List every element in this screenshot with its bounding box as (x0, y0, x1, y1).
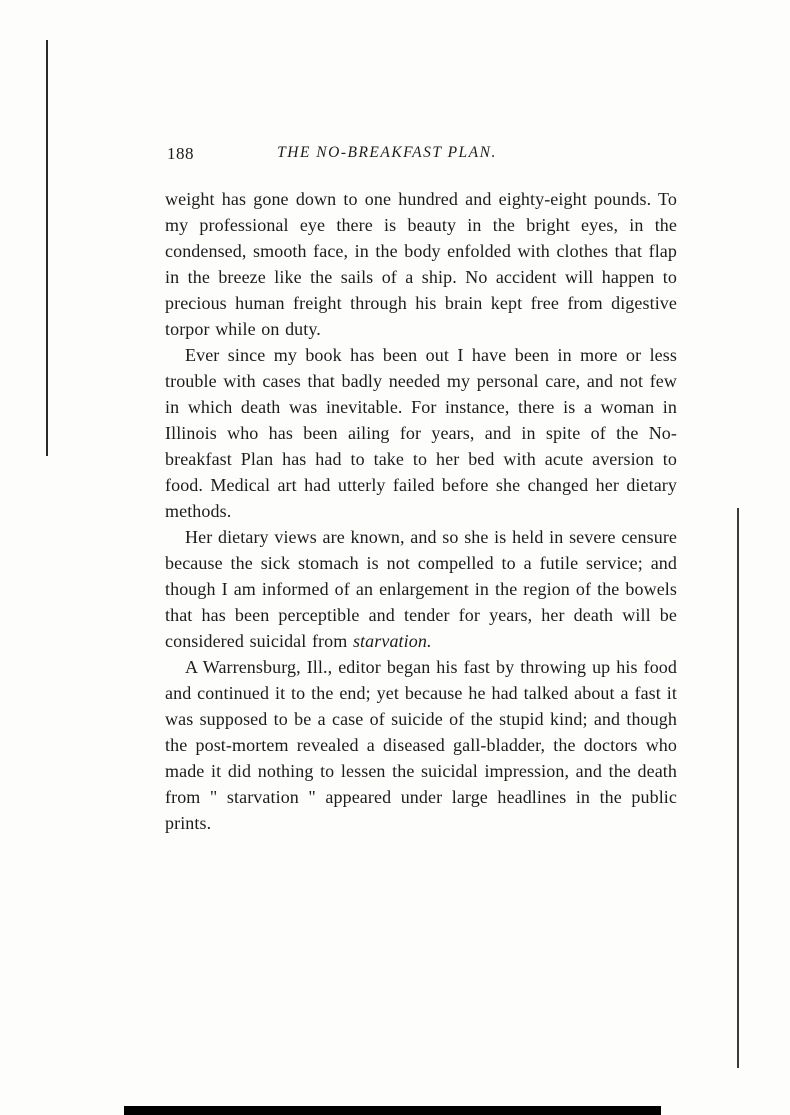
paragraph-1: weight has gone down to one hundred and eighty-eight pounds. To my professional eye there is beauty in the bright eyes, in the condensed, smooth face, in the body enfolded with clothes that flap in the breeze like the sails of a ship. No accident will happen to precious human freight through his brain kept free from digestive torpor while on duty. (165, 189, 677, 339)
scan-artifact-bottom-bar (124, 1106, 661, 1115)
scan-artifact-right-line (737, 508, 739, 1068)
body-text (165, 186, 677, 836)
scan-artifact-left-line (46, 40, 48, 456)
paragraph-2: Ever since my book has been out I have been in more or less trouble with cases that badly needed my personal care, and not few in which death was inevitable. For instance, there is a woman in Illinois who has been ailing for years, and in spite of the No-breakfast Plan has had to take to her bed with acute aversion to food. Medical art had utterly failed before she changed her dietary methods. (165, 345, 677, 521)
paragraph-4: A Warrensburg, Ill., editor began his fast by throwing up his food and continued it to the end; yet because he had talked about a fast it was supposed to be a case of suicide of the stupid kind; and though the post-mortem revealed a diseased gall-bladder, the doctors who made it did nothing to lessen the suicidal impression, and the death from " starvation " appeared under large headlines in the public prints. (165, 657, 677, 833)
page-number: 188 (167, 144, 194, 163)
paragraph-3 (165, 524, 677, 654)
paragraph-3-text: Her dietary views are known, and so she is held in severe censure because the sick stomach is not compelled to a futile service; and though I am informed of an enlargement in the region of the bowels that has been perceptible and tender for years, her death will be considered suicidal from (165, 527, 677, 651)
running-title: THE NO-BREAKFAST PLAN. (277, 144, 497, 161)
paragraph-3-italic-word: starvation. (352, 631, 432, 651)
page-content (165, 144, 677, 836)
page-header (165, 144, 677, 162)
